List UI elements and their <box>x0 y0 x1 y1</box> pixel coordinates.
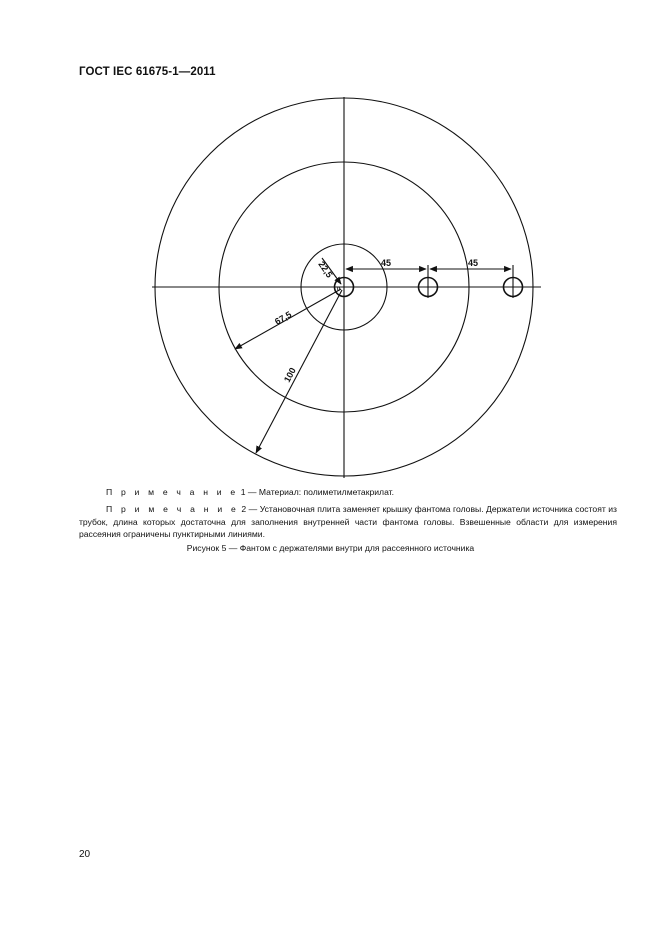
note-1-prefix: П р и м е ч а н и е <box>106 487 239 497</box>
note-2-number: 2 <box>241 504 247 514</box>
dim-label-45-b: 45 <box>468 258 479 268</box>
note-2-prefix: П р и м е ч а н и е <box>106 504 239 514</box>
note-1-text: — Материал: полиметилметакрилат. <box>245 487 395 497</box>
note-1 <box>106 486 626 499</box>
note-2 <box>79 503 617 541</box>
note-1-number: 1 <box>240 487 246 497</box>
page-number: 20 <box>79 849 91 860</box>
dim-label-45-a: 45 <box>381 258 392 268</box>
document-header: ГОСТ IEC 61675-1—2011 <box>79 66 216 78</box>
dim-label-center: 0 <box>337 287 341 293</box>
phantom-drawing <box>145 93 545 483</box>
dim-label-22-5: 22,5 <box>316 259 335 280</box>
dim-label-100: 100 <box>281 365 298 384</box>
dim-label-67-5: 67,5 <box>273 309 294 327</box>
radius-100-line <box>256 290 342 453</box>
note-2-text: — Установочная плита заменяет крышку фантома головы. Держатели источника состоят из трубок, длина которых достаточна для заполнения внутренней части фантома головы. Взвешенные области для измерения рассеяния ограничены пунктирными линиями. <box>79 504 617 539</box>
figure-caption: Рисунок 5 — Фантом с держателями внутри для рассеянного источника <box>186 543 475 553</box>
